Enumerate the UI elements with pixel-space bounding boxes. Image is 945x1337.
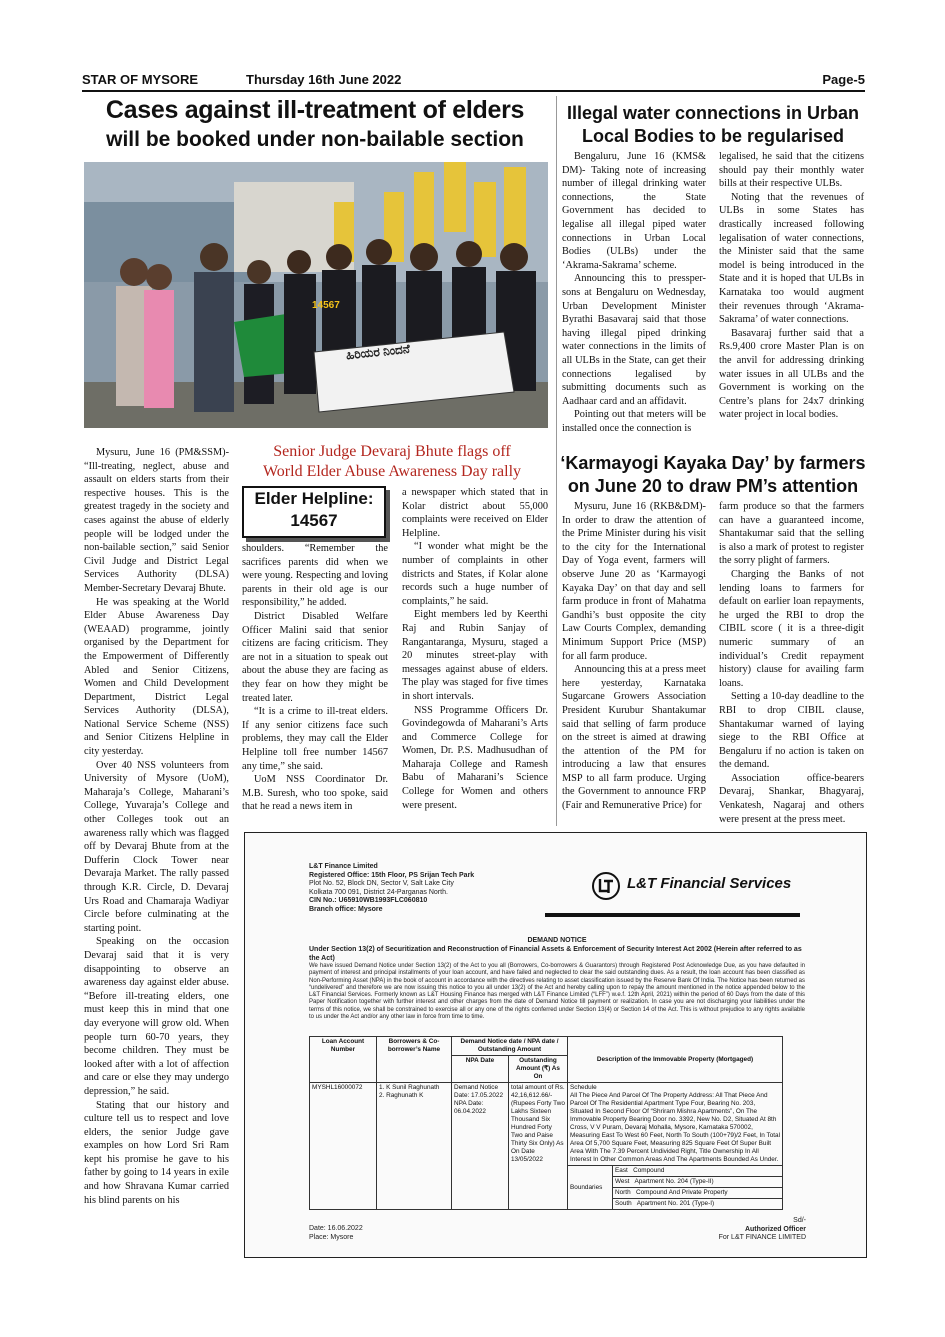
water-c1-p1: Bengaluru, June 16 (KMS& DM)- Taking note of increasing number of illegal drinking water connections, the State Government has decided to legalise all illegal piped water connections in Urban Local Bodies (ULBs) under the ‘Akrama-Sakrama’ scheme. [562,151,706,271]
karmayogi-c1-p2: Announcing this at a press meet here yesterday, Karnataka Sugarcane Growers Association President Kurubur Shantakumar said that selling of farm produce on the street is aimed at drawing the attention of the PM for introducing a law that ensures MSP to all farm produce. Urging the Government to announce FRP (Fair and Remunerative Price) for [562,664,706,812]
elders-c2-p2: District Disabled Welfare Officer Malini said that senior citizens are facing criticism. They are not in a situation to speak out about the abuse they are facing as they fear on how they might be treated later. [242,610,388,704]
th-outstanding: Outstanding Amount (₹) As On [509,1056,568,1083]
north-label: North [615,1189,631,1196]
lt-logo-icon [591,871,621,901]
page-number: Page-5 [822,72,865,87]
helpline-label: Elder Helpline: [254,489,374,508]
rally-photo-illustration [84,162,548,428]
south-value: Apartment No. 201 (Type-I) [636,1200,715,1207]
elders-c2-p1: shoulders. “Remember the sacrifices parents did when we were young. Respecting and loving parents in their old age is our responsibility,” he added. [242,543,388,609]
karmayogi-column-2 [719,500,864,826]
cell-property-desc: All The Piece And Parcel Of The Property Address: All That Piece And Parcel Of The Residential Apartment Type Four, Bearing No. 203, Situated In Second Floor Of “Shriram Mishra Apartments”, On The Immovable Property Bearing Door no. 3392, New No. D2, Situated At 8th Cross, V V Puram, Devaraj Mohalla, Mysore, Karnataka 570002, Measuring East To West 60 Feet, North To South (100+79)/2 Feet, In Total Area Of 5,700 Square Feet, Measuring 825 Square Feet Of Super Built Area With The 7.39 Percent Undivided Right, Title Ownership In All Interest In Other Common Areas And The Apartments Bounded As Under. [570,1092,781,1163]
elders-c1-p4: Speaking on the occasion Devaraj said that it is very disappointing to observe an awareness day against elder abuse. “Before ill-treating elders, one must keep this in mind that one day everyone will grow old. When people turn 60-70 years, they become children. They must be looked after with a lot of affection and care or else they may undergo depression,” he said. [84,936,229,1097]
karmayogi-c2-p1: farm produce so that the farmers can have a guaranteed income, Shantakumar said that the selling is also a mark of protest to register the sorry plight of farmers. [719,501,864,567]
column-divider [556,96,557,826]
north-value: Compound And Private Property [635,1189,728,1196]
karmayogi-c2-p2: Charging the Banks of not lending loans to farmers for default on earlier loan repayments, he urged the RBI to drop the CIBIL score ( it is a three-digit numeric summary of an individual’s Credit repayment history) clause for availing farm loans. [719,568,864,689]
th-demand-notice: Demand Notice date / NPA date / Outstanding Amount [452,1037,568,1056]
karmayogi-c1-p1: Mysuru, June 16 (RKB&DM)- In order to draw the attention of the Prime Minister during his visit to the city for the International Day of Yoga event, farmers will observe June 20 as ‘Karmayogi Kayaka Day’ on that day and sell farm produce in front of Mahatma Gandhi’s bust opposite the city Law Courts Complex, demanding Minimum Support Price (MSP) for all farm produce. [562,501,706,662]
cell-dn-date: Demand Notice Date: 17.05.2022 [454,1084,504,1099]
issue-date: Thursday 16th June 2022 [246,72,402,87]
elders-c3-p2: “I wonder what might be the number of complaints in other districts and States, if Kolar alone records such a huge number of complaints,” he said. [402,541,548,607]
elders-column-1 [84,446,229,1207]
elders-column-3 [402,486,548,812]
cell-property [568,1083,783,1166]
water-headline-line-2: Local Bodies to be regularised [581,126,845,146]
karmayogi-column-1 [562,500,706,813]
water-column-1 [562,150,706,435]
elders-c3-p4: NSS Programme Officers Dr. Govindegowda of Maharani’s Arts and Commerce College for Women, Dr. P.S. Madhusudhan of Maharaja College and Ramesh Babu of Maharani’s Science College for Women and others were present. [402,704,548,811]
karmayogi-c2-p3: Setting a 10-day deadline to the RBI to drop CIBIL clause, Shantakumar warned of laying siege to the RBI Office at Bengaluru if no action is taken on the demand. [719,691,864,771]
ad-company-name: L&T Finance Limited [309,863,378,870]
ad-logo-text: L&T Financial Services [627,875,792,892]
ad-notice-subtitle: Under Section 13(2) of Securitization and Reconstruction of Financial Assets & Enforcement of Security Interest Act 2002 (Herein after referred to as the Act) [309,946,802,962]
helpline-number: 14567 [290,511,338,530]
cell-borrowers [377,1083,452,1210]
newspaper-name: STAR OF MYSORE [82,72,199,87]
elders-c1-p5: Stating that our history and culture tell us to respect and love elders, the senior Judge gave examples on how Lord Sri Ram kept his promise he gave to his father by going to 14 years in exile and how Shravana Kumar carried his blind parents on his [84,1099,229,1206]
water-column-2 [719,150,864,422]
water-c1-p3: Pointing out that meters will be installed once the connection is [562,409,706,434]
caption-line-2: World Elder Abuse Awareness Day rally [262,463,522,480]
ad-sd: Sd/- [793,1217,806,1224]
ad-reg-office: Registered Office: 15th Floor, PS Srijan Tech Park [309,871,475,879]
cell-loan-number: MYSHL16000072 [310,1083,377,1210]
ad-stripe [545,913,800,917]
cell-borrower-2: 2. Raghunath K [379,1092,424,1099]
karmayogi-c2-p4: Association office-bearers Devaraj, Shankar, Bhagyaraj, Venkatesh, Nagaraj and others were present at the press meet. [719,772,864,825]
elder-helpline-box [242,486,386,538]
elders-c1-p3: Over 40 NSS volunteers from University of Mysore (UoM), Maharaja’s College, Maharani’s College, Yuvaraja’s College and other Colleges took out an awareness rally which was flagged off by Devaraj Bhute from at the Dufferin Clock Tower near Devaraja Market. The rally passed through K.R. Circle, D. Devaraj Urs Road and Chamaraja Wadiyar Circle before culminating at the starting point. [84,759,229,934]
rally-shirt-number: 14567 [312,300,340,311]
ad-cin: CIN No.: U65910WB1993FLC060810 [309,897,428,905]
ad-notice-title: DEMAND NOTICE [527,937,587,944]
cell-schedule: Schedule [570,1084,597,1091]
th-borrowers: Borrowers & Co-borrower’s Name [377,1037,452,1083]
ad-address-1: Plot No. 52, Block DN, Sector V, Salt Lake City [309,880,454,888]
ad-branch: Branch office: Mysore [309,905,383,913]
cell-dates [452,1083,509,1210]
elders-c2-p3: “It is a crime to ill-treat elders. If any senior citizens face such problems, they may call the Elder Helpline toll free number 14567 any time,” she said. [242,706,388,772]
water-c2-p2: Noting that the revenues of ULBs in some States has drastically increased following legalisation of water connections, the Minister said that the same model is being introduced in the State and it is hoped that ULBs in Karnataka too would augment their revenues through ‘Akrama-Sakrama’ of water connections. [719,191,864,326]
west-value: Apartment No. 204 (Type-II) [634,1178,714,1185]
ad-place: Place: Mysore [309,1233,354,1241]
elders-c3-p3: Eight members led by Keerthi Raj and Rubin Sanjay of Rangantaranga, Mysuru, staged a 20 minutes street-play with messages against abuse of elders. The play was staged for five times in short intervals. [402,609,548,702]
cell-north [613,1188,783,1199]
th-npa-date: NPA Date [452,1056,509,1083]
karmayogi-headline [560,452,866,498]
cell-amount: total amount of Rs. 42,16,612.66/- (Rupees Forty Two Lakhs Sixteen Thousand Six Hundred Forty Two and Paise Thirty Six Only) As On Date 13/05/2022 [509,1083,568,1210]
ad-officer: Authorized Officer [744,1225,806,1233]
elders-headline: Cases against ill-treatment of elders [105,96,525,124]
ad-signature [719,1217,806,1243]
header-rule [82,90,865,92]
karmayogi-headline-line-1: ‘Karmayogi Kayaka Day’ by farmers [560,453,866,473]
ad-address-2: Kolkata 700 091, District 24-Parganas North. [309,888,448,896]
water-headline-line-1: Illegal water connections in Urban [566,103,860,123]
elders-column-2 [242,542,388,814]
cell-borrower-1: 1. K Sunil Raghunath [379,1084,440,1091]
cell-south [613,1199,783,1210]
elders-c2-p4: UoM NSS Coordinator Dr. M.B. Suresh, who too spoke, said that he read a news item in [242,774,388,813]
cell-west [613,1177,783,1188]
water-c2-p3: Basavaraj further said that a Rs.9,400 crore Master Plan is on the anvil for addressing drinking water issues in all ULBs and the Government is working on the Centre’s plans for 24x7 drinking water project in local bodies. [719,327,864,421]
water-c2-p1: legalised, he said that the citizens should pay their monthly water bills at their respective ULBs. [719,151,864,190]
cell-east [613,1166,783,1177]
elders-c1-p1: Mysuru, June 16 (PM&SSM)- “Ill-treating, neglect, abuse and assault on elders starts from their respective houses. This is the greatest tragedy in the society and cases against the abuse of elderly people will be lodged under the non-bailable section,” said Senior Civil Judge and District Legal Services Authority (DLSA) Member-Secretary Devaraj Bhute. [84,447,229,594]
elders-subheadline: will be booked under non-bailable section [106,128,524,151]
south-label: South [615,1200,632,1207]
rally-photo [84,162,548,428]
west-label: West [615,1178,630,1185]
cell-boundaries: Boundaries [568,1166,613,1210]
east-label: East [615,1167,628,1174]
caption-line-1: Senior Judge Devaraj Bhute flags off [273,443,511,460]
elders-c1-p2: He was speaking at the World Elder Abuse Awareness Day (WEAAD) programme, jointly organised by the Department for the Empowerment of Differently Abled and Senior Citizens, Women and Child Development Department, District Legal Services Authority (DLSA), National Service Scheme (NSS) and Senior Citizens Helpline in city yesterday. [84,596,229,758]
east-value: Compound [633,1167,665,1174]
ad-demand-table [309,1036,783,1210]
karmayogi-headline-line-2: on June 20 to draw PM’s attention [567,476,859,496]
rally-banner-text: ಹಿರಿಯರ ನಿಂದನೆ [345,341,411,363]
water-headline [560,102,866,148]
water-c1-p2: Announcing this to pressper-sons at Bengaluru on Wednesday, Urban Development Minister Byrathi Basavaraj said that those having illegal piped drinking water connections in the limits of all ULBs in the State, can get their connections legalised by submitting documents such as Aadhaar card and an affidavit. [562,273,706,407]
ad-notice-body: We have issued Demand Notice under Section 13(2) of the Act to you all (Borrowers, Co-borrowers & Guarantors) through Registered Post Acknowledge Due, as you have defaulted in payment of interest and principal installments of your loan account, and have failed and neglected to clear the said outstanding dues. As a result, the loan account has been classified as Non-Performing Asset (NPA) in the book of account in accordance with the directives relating to asset classification issued by the Reserve Bank Of India. The Notice has been returned as “undelivered” and therefore we are now issuing this notice to you all under 13(2) of the Act and hereby calling upon to repay the amount mentioned in the notice appended below to the L&T Financial Services. Formerly known as L&T Housing Finance has merged with L&T Finance Limited (“LFF”) w.e.f. 12th April, 2021) within the period of 60 Days from the date of this Paper Notification together with further interest and other charges from the date of Demand Notice till payment or realization. In case you are not discharging your liabilities under the terms of this notice, we shall be constrained to exercise all or any one of the rights conferred under Section 13(4) or Section 14 of the Act. This is without prejudice to any rights available to us under the Act and/or any other law in force from time to time. [309,963,805,1021]
cell-npa-date: NPA Date: 06.04.2022 [454,1100,486,1115]
th-property: Description of the Immovable Property (Mortgaged) [568,1037,783,1083]
ad-for-company: For L&T FINANCE LIMITED [718,1234,806,1242]
ad-date-place [309,1225,363,1242]
photo-caption [236,442,548,482]
th-loan-account: Loan Account Number [310,1037,377,1083]
ad-company-block [309,863,569,915]
ad-date: Date: 16.06.2022 [309,1225,363,1232]
lt-finance-ad [244,832,867,1258]
elders-c3-p1: a newspaper which stated that in Kolar district about 55,000 complaints were received on Elder Helpline. [402,487,548,539]
